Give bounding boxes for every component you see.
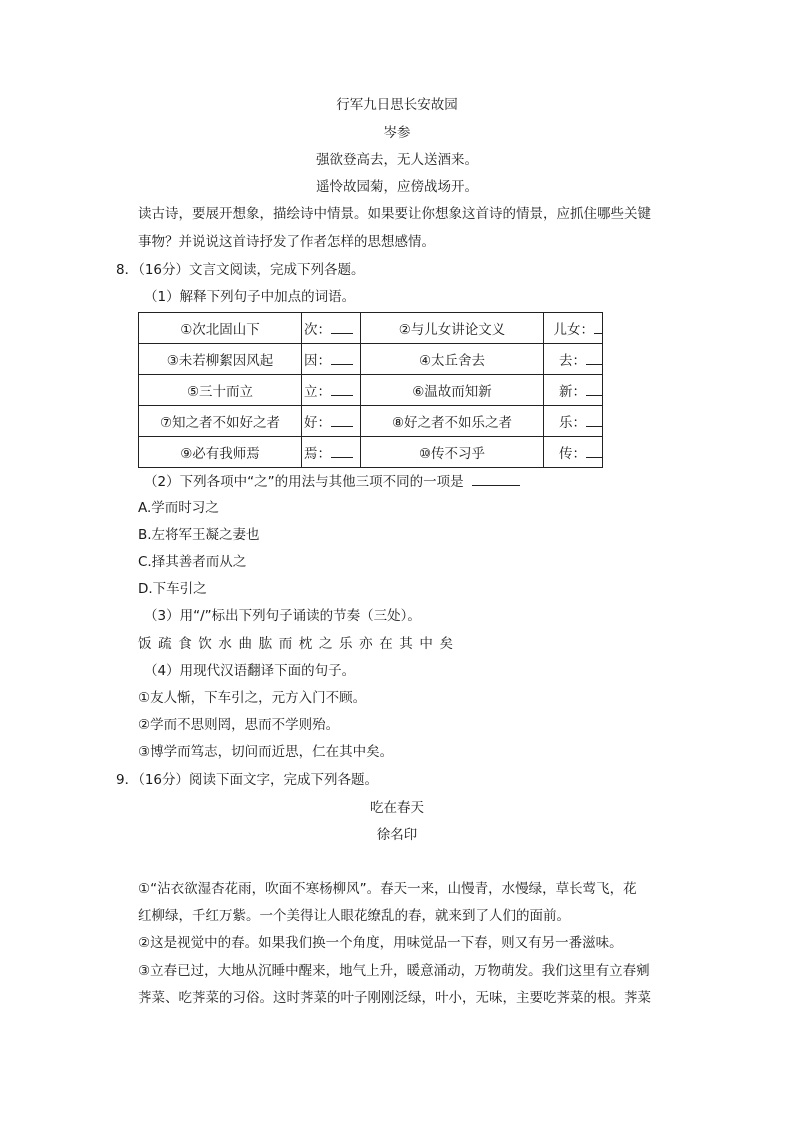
passage-p1-line2: 红柳绿，千红万紫。一个美得让人眼花缭乱的春，就来到了人们的面前。 [138, 908, 570, 924]
answer-blank[interactable] [586, 381, 602, 396]
q8-sub4: （4）用现代汉语翻译下面的句子。 [144, 663, 356, 679]
table-cell: ②与儿女讲论文义 [361, 313, 544, 344]
table-cell [544, 375, 603, 406]
answer-blank[interactable] [594, 319, 602, 334]
passage-p3-line1: ③立春已过，大地从沉睡中醒来，地气上升，暖意涌动，万物萌发。我们这里有立春剜 [138, 963, 650, 979]
answer-blank[interactable] [331, 412, 353, 427]
table-cell: ⑨必有我师焉 [139, 437, 302, 468]
table-cell [544, 313, 603, 344]
answer-blank[interactable] [472, 471, 520, 486]
option-b: B.左将军王凝之妻也 [138, 527, 260, 543]
rhythm-sentence: 饭疏食饮水曲肱而枕之乐亦在其中矣 [138, 636, 460, 652]
word-label: 次： [304, 322, 331, 338]
answer-blank[interactable] [586, 412, 602, 427]
vocab-table [138, 312, 603, 468]
table-cell: ⑩传不习乎 [361, 437, 544, 468]
table-cell [302, 406, 361, 437]
option-d: D.下车引之 [138, 581, 207, 597]
word-label: 新： [559, 384, 586, 400]
option-a: A.学而时习之 [138, 500, 219, 516]
answer-blank[interactable] [331, 350, 353, 365]
translate-2: ②学而不思则罔，思而不学则殆。 [138, 717, 340, 733]
translate-3: ③博学而笃志，切问而近思，仁在其中矣。 [138, 744, 394, 760]
answer-blank[interactable] [331, 381, 353, 396]
word-label: 好： [304, 415, 331, 431]
table-row [139, 375, 603, 406]
passage-p2: ②这是视觉中的春。如果我们换一个角度，用味觉品一下春，则又有另一番滋味。 [138, 935, 623, 951]
table-row [139, 406, 603, 437]
word-label: 立： [304, 384, 331, 400]
table-row [139, 344, 603, 375]
table-cell: ⑥温故而知新 [361, 375, 544, 406]
table-cell: ③未若柳絮因风起 [139, 344, 302, 375]
word-label: 传： [559, 446, 586, 462]
table-cell [302, 375, 361, 406]
table-cell: ①次北固山下 [139, 313, 302, 344]
table-cell [302, 437, 361, 468]
word-label: 去： [559, 353, 586, 369]
table-row [139, 313, 603, 344]
answer-blank[interactable] [586, 443, 602, 458]
q8-sub2 [144, 471, 520, 492]
table-cell: ⑤三十而立 [139, 375, 302, 406]
answer-blank[interactable] [331, 319, 353, 334]
table-cell [302, 344, 361, 375]
answer-blank[interactable] [331, 443, 353, 458]
q9-heading: 9．（16分）阅读下面文字，完成下列各题。 [116, 772, 379, 788]
q8-sub3: （3）用“/”标出下列句子诵读的节奏（三处）。 [144, 608, 421, 624]
word-label: 乐： [559, 415, 586, 431]
passage-p3-line2: 荠菜、吃荠菜的习俗。这时荠菜的叶子刚刚泛绿，叶小，无味，主要吃荠菜的根。荠菜 [138, 990, 651, 1006]
poem-question-line-2: 事物？并说说这首诗抒发了作者怎样的思想感情。 [138, 234, 435, 250]
poem-question-line-1: 读古诗，要展开想象，描绘诗中情景。如果要让你想象这首诗的情景，应抓住哪些关键 [138, 206, 651, 222]
word-label: 儿女： [553, 322, 594, 338]
table-cell [544, 344, 603, 375]
answer-blank[interactable] [586, 350, 602, 365]
poem-title: 行军九日思长安故园 [336, 97, 458, 113]
poem-line-1: 强欲登高去，无人送酒来。 [316, 152, 478, 168]
q8-sub2-text: （2）下列各项中“之”的用法与其他三项不同的一项是 [144, 474, 464, 490]
option-c: C.择其善者而从之 [138, 554, 247, 570]
passage-p1-line1: ①“沾衣欲湿杏花雨，吹面不寒杨柳风”。春天一来，山慢青，水慢绿，草长莺飞，花 [138, 881, 637, 897]
poem-author: 岑参 [383, 125, 411, 141]
translate-1: ①友人惭，下车引之，元方入门不顾。 [138, 690, 367, 706]
q8-sub1: （1）解释下列句子中加点的词语。 [144, 289, 356, 305]
word-label: 焉： [304, 446, 331, 462]
table-cell: ⑧好之者不如乐之者 [361, 406, 544, 437]
table-cell [302, 313, 361, 344]
poem-line-2: 遥怜故园菊，应傍战场开。 [316, 179, 478, 195]
table-cell: ⑦知之者不如好之者 [139, 406, 302, 437]
table-cell: ④太丘舍去 [361, 344, 544, 375]
table-row [139, 437, 603, 468]
table-cell [544, 437, 603, 468]
passage-title: 吃在春天 [370, 800, 424, 816]
q8-heading: 8．（16分）文言文阅读，完成下列各题。 [116, 262, 365, 278]
table-cell [544, 406, 603, 437]
passage-author: 徐名印 [376, 827, 418, 843]
word-label: 因： [304, 353, 331, 369]
